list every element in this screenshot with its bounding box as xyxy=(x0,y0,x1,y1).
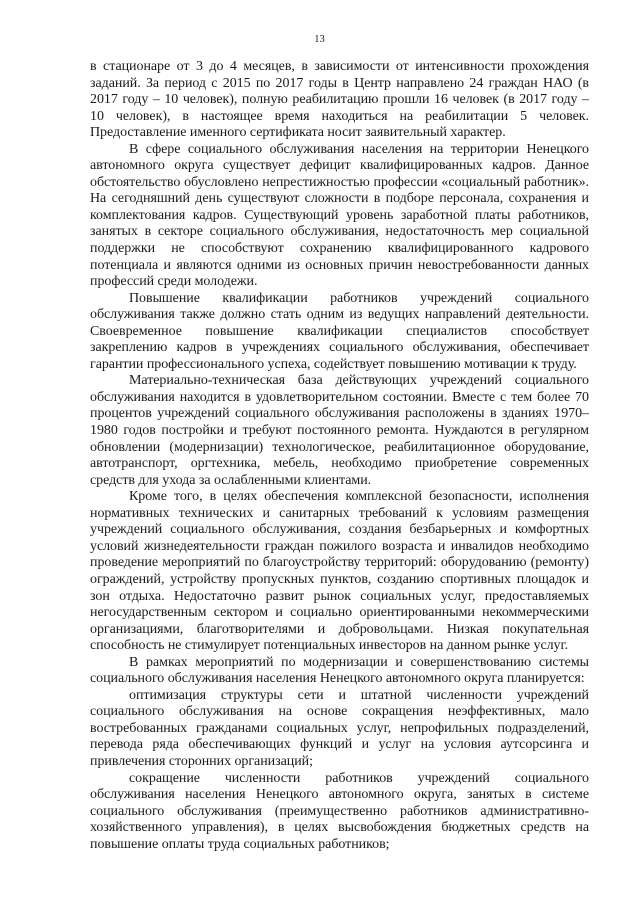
paragraph-staff-shortage: В сфере социального обслуживания населения на территории Ненецкого автономного округа существует дефицит квалифицированных кадров. Данное обстоятельство обусловлено непрестижностью профессии «социальный работник». На сегодняшний день существуют сложности в подборе персонала, сохранения и комплектования кадров. Существующий уровень заработной платы работников, занятых в секторе социального обслуживания, недостаточность мер социальной поддержки не способствуют сохранению квалифицированного кадрового потенциала и являются одними из основных причин невостребованности данных профессий среди молодежи. xyxy=(90,141,589,290)
document-body xyxy=(90,59,589,853)
paragraph-qualification: Повышение квалификации работников учреждений социального обслуживания также должно стать одним из ведущих направлений деятельности. Своевременное повышение квалификации специалистов способствует закреплению кадров в учреждениях социального обслуживания, обеспечивает гарантии профессионального успеха, содействует повышению мотивации к труду. xyxy=(90,290,589,372)
paragraph-rehabilitation-stats: в стационаре от 3 до 4 месяцев, в зависимости от интенсивности прохождения заданий. За период с 2015 по 2017 годы в Центр направлено 24 граждан НАО (в 2017 году – 10 человек), полную реабилитацию прошли 16 человек (в 2017 году – 10 человек), в настоящее время находиться на реабилитации 5 человек. Предоставление именного сертификата носит заявительный характер. xyxy=(90,59,589,141)
page-number: 13 xyxy=(314,34,325,45)
paragraph-material-base: Материально-техническая база действующих учреждений социального обслуживания находится в удовлетворительном состоянии. Вместе с тем более 70 процентов учреждений социального обслуживания расположены в зданиях 1970–1980 годов постройки и требуют постоянного ремонта. Нуждаются в регулярном обновлении (модернизации) технологическое, реабилитационное оборудование, автотранспорт, оргтехника, мебель, необходимо приобретение современных средств для ухода за ослабленными клиентами. xyxy=(90,373,589,488)
paragraph-modernization-plan: В рамках мероприятий по модернизации и совершенствованию системы социального обслуживания населения Ненецкого автономного округа планируется: xyxy=(90,654,589,687)
paragraph-staff-reduction: сокращение численности работников учреждений социального обслуживания населения Ненецкого автономного округа, занятых в системе социального обслуживания (преимущественно работников административно-хозяйственного управления), в целях высвобождения бюджетных средств на повышение оплаты труда социальных работников; xyxy=(90,770,589,852)
paragraph-optimization: оптимизация структуры сети и штатной численности учреждений социального обслуживания на основе сокращения неэффективных, мало востребованных гражданами социальных услуг, непрофильных подразделений, перевода ряда обеспечивающих функций и услуг на условия аутсорсинга и привлечения сторонних организаций; xyxy=(90,687,589,769)
paragraph-security-measures: Кроме того, в целях обеспечения комплексной безопасности, исполнения нормативных технических и санитарных требований к условиям размещения учреждений социального обслуживания, создания безбарьерных и комфортных условий жизнедеятельности граждан пожилого возраста и инвалидов необходимо проведение мероприятий по благоустройству территорий: оборудованию (ремонту) ограждений, устройству пропускных пунктов, созданию спортивных площадок и зон отдыха. Недостаточно развит рынок социальных услуг, предоставляемых негосударственным сектором и социально ориентированными некоммерческими организациями, благотворителями и добровольцами. Низкая покупательная способность не стимулирует потенциальных инвесторов на данном рынке услуг. xyxy=(90,489,589,654)
